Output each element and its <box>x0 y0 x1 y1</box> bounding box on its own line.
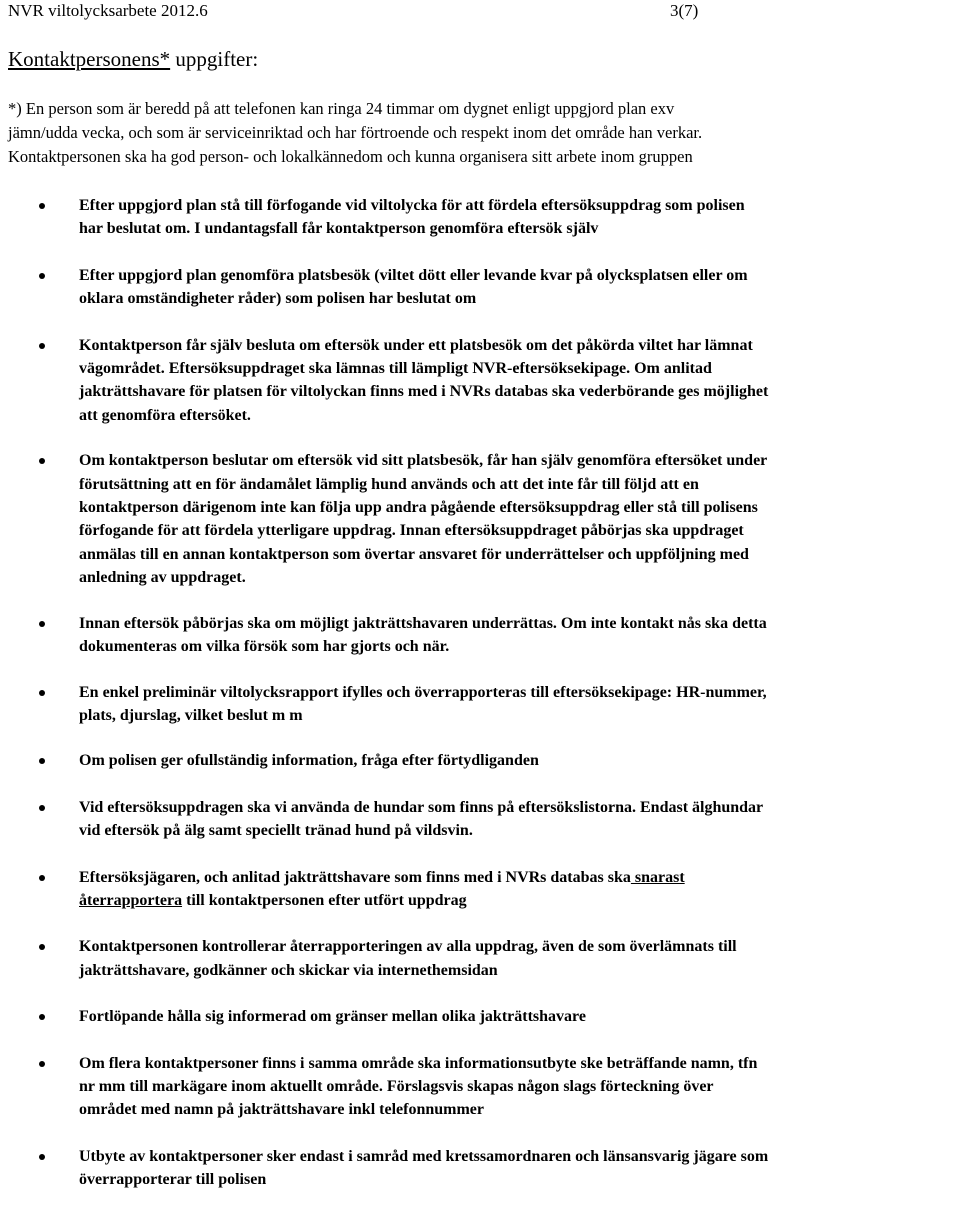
underlined-text: återrapportera <box>79 891 183 909</box>
bullet-icon <box>39 203 45 209</box>
list-item <box>0 1005 949 1028</box>
list-item-line: Kontaktperson får själv besluta om eftersök under ett platsbesök om det påkörda viltet har lämnat <box>79 336 753 354</box>
list-item-line: har beslutat om. I undantagsfall får kontaktperson genomföra eftersök själv <box>79 220 599 238</box>
page-header <box>8 0 948 24</box>
list-item-line: Utbyte av kontaktpersoner sker endast i samråd med kretssamordnaren och länsansvarig jägare som <box>79 1147 769 1165</box>
list-item-line: En enkel preliminär viltolycksrapport ifylles och överrapporteras till eftersöksekipage: HR-nummer, <box>79 683 767 701</box>
list-item-line: anmälas till en annan kontaktperson som övertar ansvaret för underrättelser och uppföljning med <box>79 545 749 563</box>
list-item-line: förutsättning att en för ändamålet lämplig hund används och att det inte får till följd att en <box>79 475 699 493</box>
bullet-icon <box>39 805 45 811</box>
section-title-rest: uppgifter: <box>170 47 259 71</box>
list-item-text: till kontaktpersonen efter utfört uppdrag <box>182 891 467 909</box>
bullet-icon <box>39 621 45 627</box>
section-title <box>8 46 258 72</box>
list-item <box>0 749 949 772</box>
list-item-line: anledning av uppdraget. <box>79 569 246 587</box>
list-item <box>0 612 949 659</box>
bullet-icon <box>39 944 45 950</box>
header-doc-title: NVR viltolycksarbete 2012.6 <box>8 1 208 20</box>
list-item <box>0 935 949 982</box>
list-item-line: kontaktperson därigenom inte kan följa upp andra pågående eftersöksuppdrag eller stå till polisens <box>79 499 758 517</box>
bullet-icon <box>39 343 45 349</box>
list-item-line: vägområdet. Eftersöksuppdraget ska lämnas till lämpligt NVR-eftersöksekipage. Om anlitad <box>79 360 712 378</box>
list-item <box>0 681 949 728</box>
list-item <box>0 334 949 428</box>
list-item-line: nr mm till markägare inom aktuellt område. Förslagsvis skapas någon slags förteckning över <box>79 1077 714 1095</box>
bullet-icon <box>39 273 45 279</box>
list-item <box>0 449 949 589</box>
list-item-line: området med namn på jakträttshavare inkl telefonnummer <box>79 1101 485 1119</box>
list-item-line: Fortlöpande hålla sig informerad om gränser mellan olika jakträttshavare <box>79 1008 586 1026</box>
list-item-text: Eftersöksjägaren, och anlitad jakträttshavare som finns med i NVRs databas ska <box>79 868 631 886</box>
task-bullet-list <box>0 194 960 1192</box>
list-item <box>0 264 949 311</box>
list-item <box>0 866 949 913</box>
list-item-line: jakträttshavare, godkänner och skickar via internethemsidan <box>79 961 498 979</box>
list-item-line: vid eftersök på älg samt speciellt tränad hund på vildsvin. <box>79 822 473 840</box>
header-page-number: 3(7) <box>670 1 699 20</box>
list-item <box>0 1145 949 1192</box>
bullet-icon <box>39 875 45 881</box>
bullet-icon <box>39 1154 45 1160</box>
list-item-line: Om flera kontaktpersoner finns i samma område ska informationsutbyte ske beträffande namn, tfn <box>79 1054 758 1072</box>
list-item-line: dokumenteras om vilka försök som har gjorts och när. <box>79 638 450 656</box>
list-item-line: förfogande för att fördela ytterligare uppdrag. Innan eftersöksuppdraget påbörjas ska uppdraget <box>79 522 744 540</box>
list-item-line: jakträttshavare för platsen för viltolyckan finns med i NVRs databas ska vederbörande ges möjlighet <box>79 383 769 401</box>
bullet-icon <box>39 458 45 464</box>
list-item <box>0 796 949 843</box>
intro-line: jämn/udda vecka, och som är serviceinriktad och har förtroende och respekt inom det område han verkar. <box>8 123 703 142</box>
list-item-line: Om kontaktperson beslutar om eftersök vid sitt platsbesök, får han själv genomföra eftersöket under <box>79 452 768 470</box>
bullet-icon <box>39 758 45 764</box>
list-item-line: Vid eftersöksuppdragen ska vi använda de hundar som finns på eftersökslistorna. Endast älghundar <box>79 798 764 816</box>
intro-line: Kontaktpersonen ska ha god person- och lokalkännedom och kunna organisera sitt arbete inom gruppen <box>8 147 693 166</box>
list-item-line: Om polisen ger ofullständig information, fråga efter förtydliganden <box>79 752 539 770</box>
list-item-line: Kontaktpersonen kontrollerar återrapporteringen av alla uppdrag, även de som överlämnats till <box>79 938 737 956</box>
list-item-line: plats, djurslag, vilket beslut m m <box>79 706 303 724</box>
list-item-line: att genomföra eftersöket. <box>79 406 251 424</box>
underlined-text: snarast <box>630 868 685 886</box>
list-item <box>0 194 949 241</box>
bullet-icon <box>39 1014 45 1020</box>
list-item-line <box>79 866 949 889</box>
bullet-icon <box>39 690 45 696</box>
intro-line: *) En person som är beredd på att telefonen kan ringa 24 timmar om dygnet enligt uppgjord plan exv <box>8 99 675 118</box>
list-item-line: oklara omständigheter råder) som polisen har beslutat om <box>79 290 477 308</box>
list-item <box>0 1052 949 1122</box>
list-item-line: Efter uppgjord plan genomföra platsbesök (viltet dött eller levande kvar på olycksplatsen eller om <box>79 266 748 284</box>
list-item-line: överrapporterar till polisen <box>79 1171 267 1189</box>
list-item-line: Efter uppgjord plan stå till förfogande vid viltolycka för att fördela eftersöksuppdrag som polisen <box>79 197 745 214</box>
list-item-line <box>79 889 949 912</box>
intro-paragraph <box>8 97 948 169</box>
section-title-underlined: Kontaktpersonens* <box>8 47 171 71</box>
list-item-line: Innan eftersök påbörjas ska om möjligt jakträttshavaren underrättas. Om inte kontakt nås ska detta <box>79 614 767 632</box>
bullet-icon <box>39 1061 45 1067</box>
